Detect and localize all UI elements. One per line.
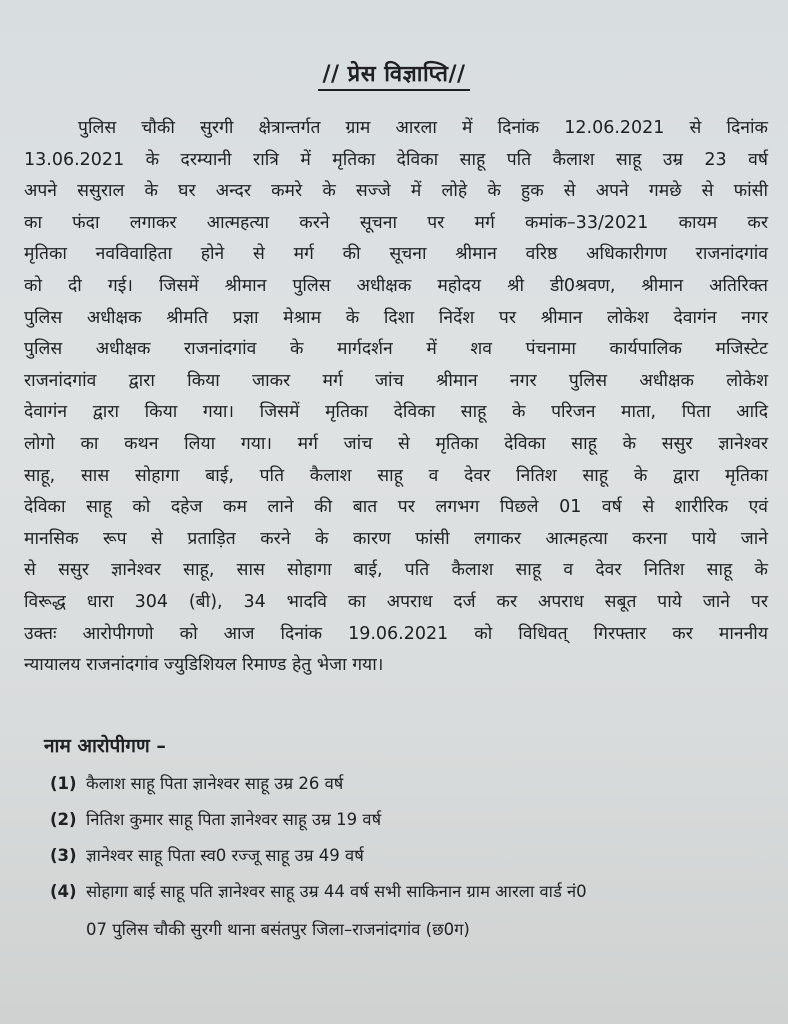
title-text: // प्रेस विज्ञाप्ति// [318,62,469,91]
press-release-title [0,58,788,88]
accused-number: (3) [50,846,77,865]
body-line: उक्तः आरोपीगणो को आज दिनांक 19.06.2021 को विधिवत् गिरफ्तार कर माननीय [24,623,768,644]
body-line: देविका साहू को दहेज कम लाने की बात पर लगभग पिछले 01 वर्ष से शारीरिक एवं [24,497,768,518]
accused-details: ज्ञानेश्वर साहू पिता स्व0 रज्जू साहू उम्र 49 वर्ष [86,846,364,865]
body-line: विरूद्ध धारा 304 (बी), 34 भादवि का अपराध दर्ज कर अपराध सबूत पाये जाने पर [24,591,768,612]
accused-item [50,802,770,838]
body-line: लोगो का कथन लिया गया। मर्ग जांच से मृतिका देविका साहू के ससुर ज्ञानेश्वर [24,433,768,454]
accused-details: नितिश कुमार साहू पिता ज्ञानेश्वर साहू उम्र 19 वर्ष [86,810,382,829]
accused-details: सोहागा बाई साहू पति ज्ञानेश्वर साहू उम्र 44 वर्ष सभी साकिनान ग्राम आरला वार्ड नं0 [86,882,587,901]
body-line: राजनांदगांव द्वारा किया जाकर मर्ग जांच श्रीमान नगर पुलिस अधीक्षक लोकेश [24,370,768,391]
body-line: पुलिस अधीक्षक श्रीमति प्रज्ञा मेश्राम के दिशा निर्देश पर श्रीमान लोकेश देवागंन नगर [24,307,768,328]
accused-number: (4) [50,882,77,901]
body-line: साहू, सास सोहागा बाई, पति कैलाश साहू व देवर नितिश साहू के द्वारा मृतिका [24,465,768,486]
accused-number: (2) [50,810,77,829]
accused-item [50,838,770,874]
body-line: पुलिस अधीक्षक राजनांदगांव के मार्गदर्शन में शव पंचनामा कार्यपालिक मजिस्टेट [24,339,768,360]
body-line: का फंदा लगाकर आत्महत्या करने सूचना पर मर्ग कमांक–33/2021 कायम कर [24,212,768,233]
accused-details: कैलाश साहू पिता ज्ञानेश्वर साहू उम्र 26 वर्ष [86,774,344,793]
body-line: से ससुर ज्ञानेश्वर साहू, सास सोहागा बाई, पति कैलाश साहू व देवर नितिश साहू के [24,560,768,581]
accused-item [50,874,770,910]
body-line: 13.06.2021 के दरम्यानी रात्रि में मृतिका देविका साहू पति कैलाश साहू उम्र 23 वर्ष [24,149,768,170]
accused-address-continuation: 07 पुलिस चौकी सुरगी थाना बसंतपुर जिला–राजनांदगांव (छ0ग) [86,920,470,939]
body-line: देवागंन द्वारा किया गया। जिसमें मृतिका देविका साहू के परिजन माता, पिता आदि [24,402,768,423]
body-line: अपने ससुराल के घर अन्दर कमरे के सज्जे में लोहे के हुक से अपने गमछे से फांसी [24,181,768,202]
body-line: को दी गई। जिसमें श्रीमान पुलिस अधीक्षक महोदय श्री डी0श्रवण, श्रीमान अतिरिक्त [24,275,768,296]
body-line: मृतिका नवविवाहिता होने से मर्ग की सूचना श्रीमान वरिष्ठ अधिकारीगण राजनांदगांव [24,244,768,265]
accused-list [50,766,770,910]
accused-heading: नाम आरोपीगण – [44,735,166,757]
body-line: न्यायालय राजनांदगांव ज्युडिशियल रिमाण्ड हेतु भेजा गया। [24,655,384,676]
body-line: पुलिस चौकी सुरगी क्षेत्रान्तर्गत ग्राम आरला में दिनांक 12.06.2021 से दिनांक [78,118,768,138]
accused-item [50,766,770,802]
body-paragraph [24,113,768,682]
accused-number: (1) [50,774,77,793]
body-line: मानसिक रूप से प्रताड़ित करने के कारण फांसी लगाकर आत्महत्या करना पाये जाने [24,528,768,549]
